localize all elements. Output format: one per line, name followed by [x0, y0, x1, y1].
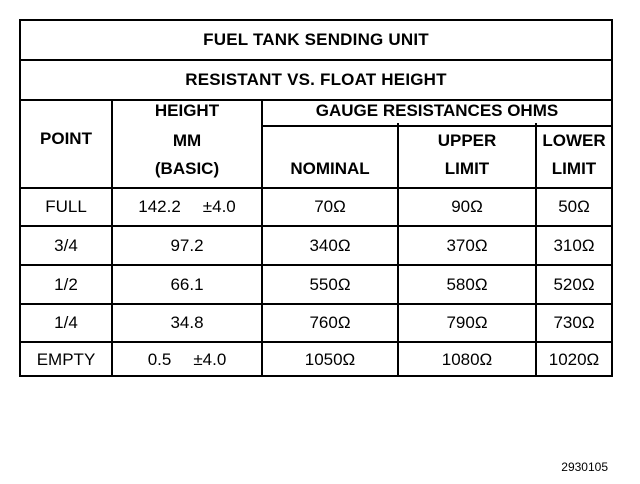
header-row [21, 99, 611, 187]
table-title: FUEL TANK SENDING UNIT [203, 30, 429, 49]
cell-height: 34.8 [170, 313, 204, 332]
column-divider [261, 99, 263, 375]
cell-height [113, 189, 261, 225]
column-divider [535, 123, 537, 375]
height-tolerance: ±4.0 [193, 350, 227, 369]
cell-nominal: 760Ω [309, 313, 351, 332]
cell-point: 3/4 [54, 235, 78, 255]
cell-nominal: 70Ω [314, 197, 346, 216]
table-subtitle: RESISTANT VS. FLOAT HEIGHT [185, 70, 447, 89]
header-upper-line1: UPPER [437, 131, 497, 150]
header-point: POINT [40, 129, 92, 148]
height-value: 142.2 [138, 197, 181, 216]
cell-height: 97.2 [170, 235, 204, 255]
header-lower-line2: LIMIT [551, 159, 597, 178]
header-height-line1: HEIGHT [154, 101, 220, 120]
cell-lower: 310Ω [553, 235, 595, 255]
cell-upper: 790Ω [446, 313, 488, 332]
cell-upper: 1080Ω [441, 350, 493, 369]
cell-lower: 50Ω [558, 197, 590, 216]
cell-lower: 730Ω [553, 313, 595, 332]
table-row [21, 187, 611, 225]
cell-upper: 370Ω [446, 235, 488, 255]
header-height-line3: (BASIC) [154, 159, 220, 178]
cell-nominal: 550Ω [309, 274, 351, 294]
header-gauge: GAUGE RESISTANCES OHMS [315, 101, 559, 120]
cell-height: 66.1 [170, 274, 204, 294]
header-upper-line2: LIMIT [444, 159, 490, 178]
header-height-line2: MM [172, 131, 202, 150]
column-divider [111, 99, 113, 375]
cell-nominal: 340Ω [309, 235, 351, 255]
figure-reference: 2930105 [561, 460, 608, 474]
header-nominal: NOMINAL [290, 159, 370, 178]
header-lower-line1: LOWER [542, 131, 606, 150]
cell-point: 1/4 [54, 313, 78, 332]
table-row [21, 225, 611, 264]
subtitle-row [21, 59, 611, 99]
cell-point: 1/2 [54, 274, 78, 294]
table-row [21, 303, 611, 341]
cell-nominal: 1050Ω [304, 350, 356, 369]
cell-point: FULL [45, 197, 87, 216]
cell-point: EMPTY [36, 350, 96, 369]
cell-lower: 1020Ω [548, 350, 600, 369]
cell-lower: 520Ω [553, 274, 595, 294]
table-row [21, 264, 611, 303]
cell-upper: 90Ω [451, 197, 483, 216]
title-row [21, 21, 611, 59]
column-divider [397, 123, 399, 375]
gauge-divider [261, 125, 611, 127]
height-value: 0.5 [147, 350, 172, 369]
cell-upper: 580Ω [446, 274, 488, 294]
table-row [21, 341, 611, 377]
resistance-table [19, 19, 613, 377]
cell-height [113, 343, 261, 377]
height-tolerance: ±4.0 [202, 197, 236, 216]
